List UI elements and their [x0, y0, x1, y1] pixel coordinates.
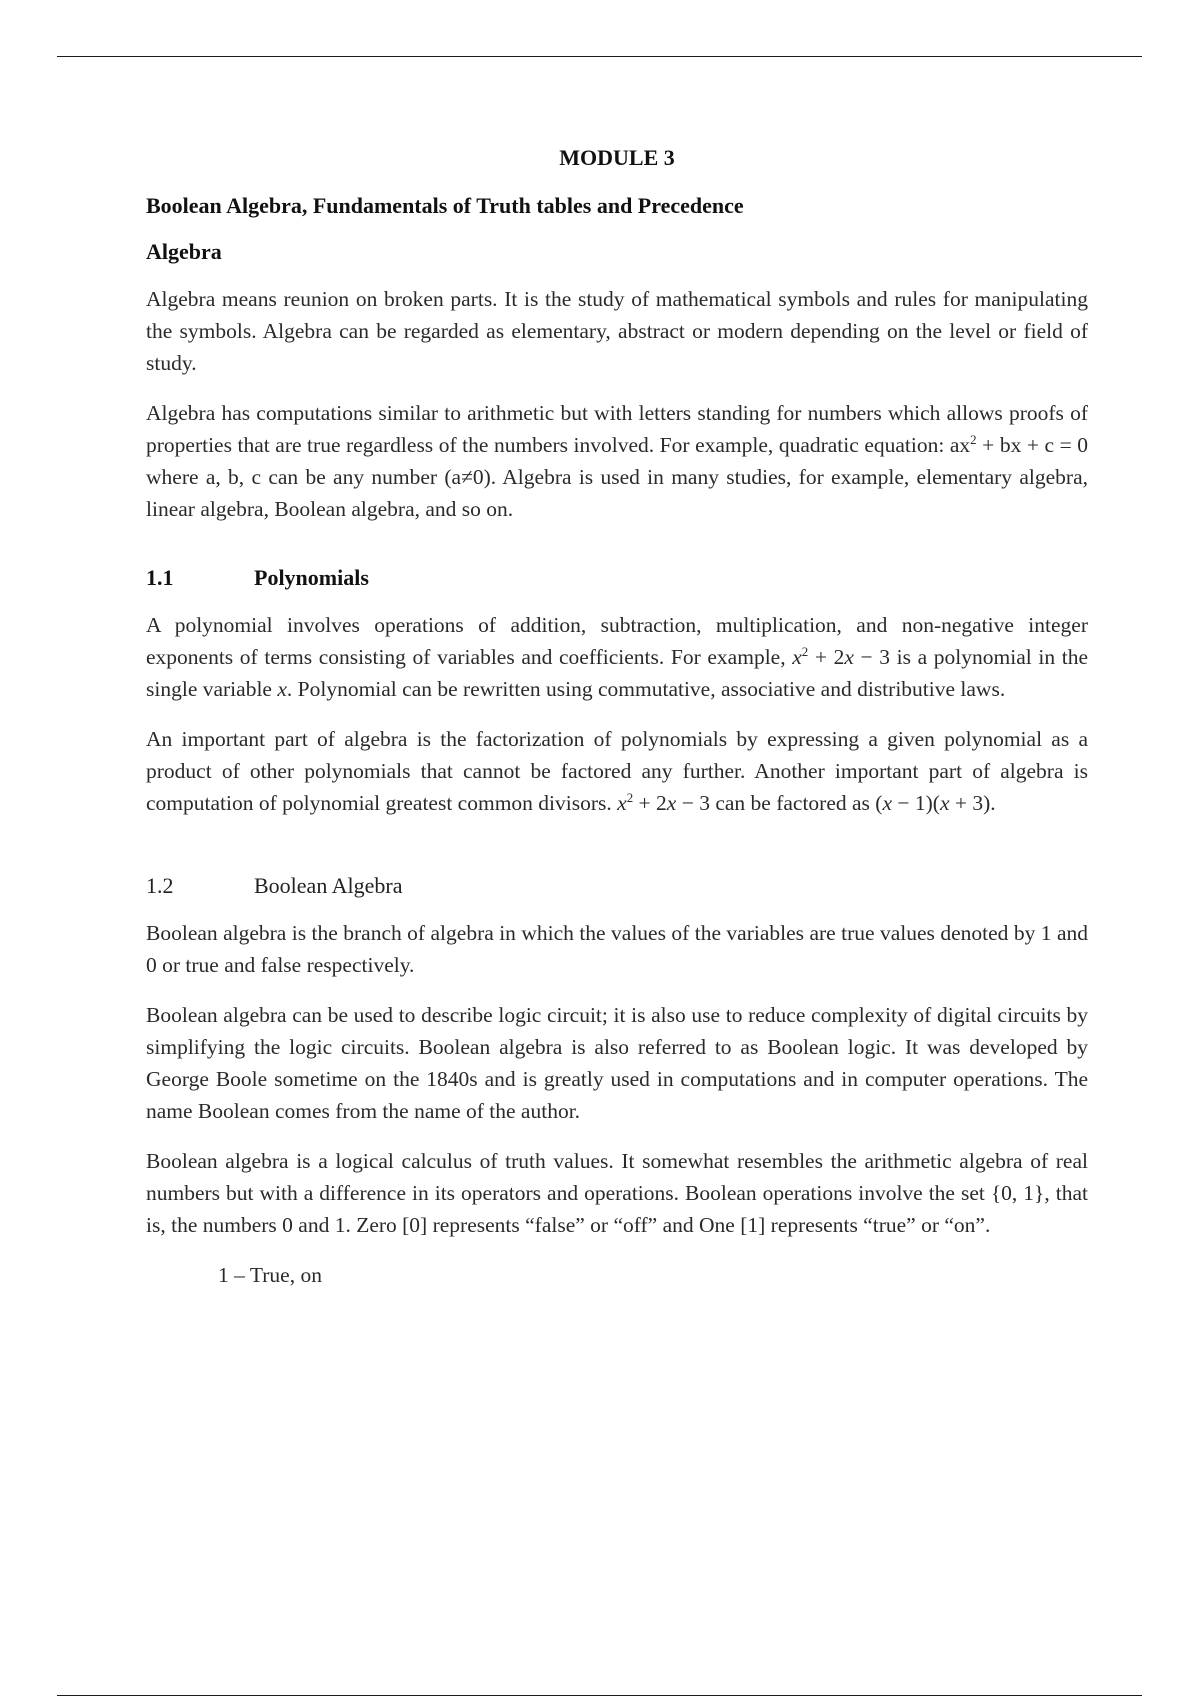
page-content — [146, 143, 1088, 1291]
section-title: Polynomials — [254, 565, 369, 590]
footer-rule — [57, 1695, 1142, 1696]
section-1-2-heading — [146, 871, 1088, 901]
section-title: Boolean Algebra — [254, 873, 403, 898]
section-number: 1.2 — [146, 873, 174, 898]
boolean-paragraph-1: Boolean algebra is the branch of algebra in which the values of the variables are true values denoted by 1 and 0 or true and false respectively. — [146, 921, 1088, 977]
polynomials-paragraph-2: An important part of algebra is the factorization of polynomials by expressing a given polynomial as a product of other polynomials that cannot be factored any further. Another important part of algebra is computation of polynomial greatest common divisors. $x^2 + 2x - 3$ can be factored as (x − 1)(x + 3). — [146, 727, 1088, 815]
boolean-paragraph-2: Boolean algebra can be used to describe logic circuit; it is also use to reduce complexity of digital circuits by simplifying the logic circuits. Boolean algebra is also referred to as Boolean logic. It was developed by George Boole sometime on the 1840s and is greatly used in computations and in computer operations. The name Boolean comes from the name of the author. — [146, 1003, 1088, 1123]
module-title: MODULE 3 — [559, 145, 675, 170]
header-rule — [57, 56, 1142, 57]
algebra-paragraph-1: Algebra means reunion on broken parts. It is the study of mathematical symbols and rules for manipulating the symbols. Algebra can be regarded as elementary, abstract or modern depending on the level or field of study. — [146, 287, 1088, 375]
truth-value-list-item: 1 – True, on — [218, 1263, 322, 1287]
algebra-paragraph-2: Algebra has computations similar to arithmetic but with letters standing for numbers which allows proofs of properties that are true regardless of the numbers involved. For example, quadratic equation: $ax^2$ + bx + c = 0 where a, b, c can be any number (a≠0). Algebra is used in many studies, for example, elementary algebra, linear algebra, Boolean algebra, and so on. — [146, 401, 1089, 521]
section-1-1-heading — [146, 563, 1088, 593]
document-title: Boolean Algebra, Fundamentals of Truth tables and Precedence — [146, 193, 744, 218]
boolean-paragraph-3: Boolean algebra is a logical calculus of truth values. It somewhat resembles the arithmetic algebra of real numbers but with a difference in its operators and operations. Boolean operations involve the set {0, 1}, that is, the numbers 0 and 1. Zero [0] represents “false” or “off” and One [1] represents “true” or “on”. — [146, 1149, 1088, 1237]
polynomials-paragraph-1: A polynomial involves operations of addition, subtraction, multiplication, and non-negative integer exponents of terms consisting of variables and coefficients. For example, $x^2 + 2x - 3$ is a polynomial in the single variable x. Polynomial can be rewritten using commutative, associative and distributive laws. — [146, 613, 1088, 701]
section-number: 1.1 — [146, 565, 174, 590]
algebra-heading: Algebra — [146, 239, 222, 264]
